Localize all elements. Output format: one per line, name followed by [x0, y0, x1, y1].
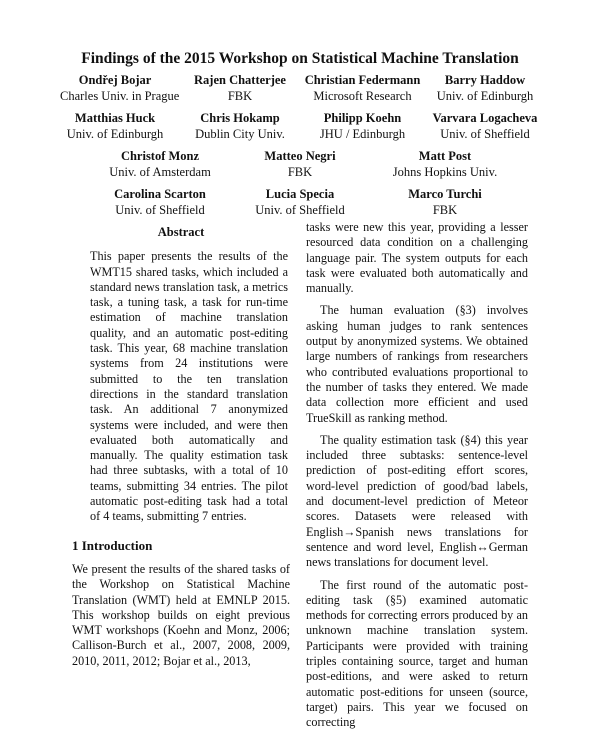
- author-name: Christof Monz: [120, 149, 200, 163]
- body-paragraph: The quality estimation task (§4) this year included three subtasks: sentence-level prediction of post-editing effort scores, word-level prediction of good/bad labels, and document-level prediction of Meteor scores. Datasets were released with English→Spanish news translations for sentence and word level, English↔German news translations for document level.: [306, 432, 528, 570]
- author-name: Matteo Negri: [264, 149, 336, 163]
- author-block: [100, 148, 220, 180]
- author-block: [300, 110, 425, 142]
- author-affiliation: Dublin City Univ.: [195, 127, 285, 141]
- author-name: Carolina Scarton: [114, 187, 206, 201]
- author-affiliation: Microsoft Research: [313, 89, 412, 103]
- author-name: Marco Turchi: [408, 187, 482, 201]
- author-block: [240, 186, 360, 218]
- author-block: [380, 148, 510, 180]
- author-name: Ondřej Bojar: [78, 73, 152, 87]
- author-affiliation: FBK: [432, 203, 458, 217]
- author-affiliation: Univ. of Edinburgh: [436, 89, 534, 103]
- left-column: [72, 225, 290, 669]
- abstract-heading: Abstract: [157, 225, 205, 239]
- paper-title: Findings of the 2015 Workshop on Statistical Machine Translation: [81, 50, 519, 67]
- author-block: [240, 148, 360, 180]
- author-affiliation: FBK: [287, 165, 313, 179]
- author-affiliation: Univ. of Sheffield: [255, 203, 345, 217]
- author-block: [430, 110, 540, 142]
- author-block: [380, 186, 510, 218]
- author-name: Matthias Huck: [74, 111, 156, 125]
- body-paragraph: The human evaluation (§3) involves asking human judges to rank sentences output by anonymized systems. We obtained large numbers of rankings from researchers who contributed evaluations proportional to the number of tasks they entered. We made data collection more efficient and used TrueSkill as ranking method.: [306, 303, 528, 425]
- author-affiliation: Charles Univ. in Prague: [60, 89, 180, 103]
- right-column: [306, 220, 528, 731]
- body-paragraph: tasks were new this year, providing a lesser resourced data condition on a challenging language pair. The system outputs for each task were evaluated both automatically and manually.: [306, 220, 528, 296]
- author-name: Christian Federmann: [304, 73, 421, 87]
- author-block: [60, 72, 180, 104]
- author-affiliation: Johns Hopkins Univ.: [392, 165, 498, 179]
- author-name: Lucia Specia: [265, 187, 335, 201]
- author-block: [100, 186, 220, 218]
- introduction-text: We present the results of the shared tasks of the Workshop on Statistical Machine Translation (WMT) held at EMNLP 2015. This workshop builds on eight previous WMT workshops (Koehn and Monz, 2006; Callison-Burch et al., 2007, 2008, 2009, 2010, 2011, 2012; Bojar et al., 2013,: [72, 561, 290, 668]
- author-affiliation: Univ. of Amsterdam: [109, 165, 211, 179]
- author-name: Rajen Chatterjee: [194, 73, 286, 87]
- author-name: Matt Post: [418, 149, 472, 163]
- author-name: Philipp Koehn: [323, 111, 402, 125]
- body-paragraph: The first round of the automatic post-editing task (§5) examined automatic methods for correcting errors produced by an unknown machine translation system. Participants were provided with training triples containing source, target and human post-editions, and were asked to return automatic post-editions for unseen (source, target) pairs. This year we focused on correcting: [306, 577, 528, 730]
- author-affiliation: Univ. of Sheffield: [440, 127, 530, 141]
- author-block: [430, 72, 540, 104]
- author-affiliation: Univ. of Sheffield: [115, 203, 205, 217]
- author-affiliation: FBK: [227, 89, 253, 103]
- author-block: [60, 110, 170, 142]
- author-name: Varvara Logacheva: [432, 111, 538, 125]
- author-name: Chris Hokamp: [200, 111, 280, 125]
- author-block: [185, 72, 295, 104]
- author-block: [185, 110, 295, 142]
- author-affiliation: Univ. of Edinburgh: [66, 127, 164, 141]
- author-affiliation: JHU / Edinburgh: [319, 127, 406, 141]
- author-block: [300, 72, 425, 104]
- section-heading-introduction: 1 Introduction: [72, 537, 153, 553]
- abstract-text: This paper presents the results of the WMT15 shared tasks, which included a standard news translation task, a metrics task, a tuning task, a task for run-time estimation of machine translation quality, and an automatic post-editing task. This year, 68 machine translation systems from 24 institutions were submitted to the ten translation directions in the standard translation task. An additional 7 anonymized systems were included, and were then evaluated both automatically and manually. The quality estimation task had three subtasks, with a total of 10 teams, submitting 34 entries. The pilot automatic post-editing task had a total of 4 teams, submitting 7 entries.: [90, 249, 288, 524]
- author-name: Barry Haddow: [444, 73, 526, 87]
